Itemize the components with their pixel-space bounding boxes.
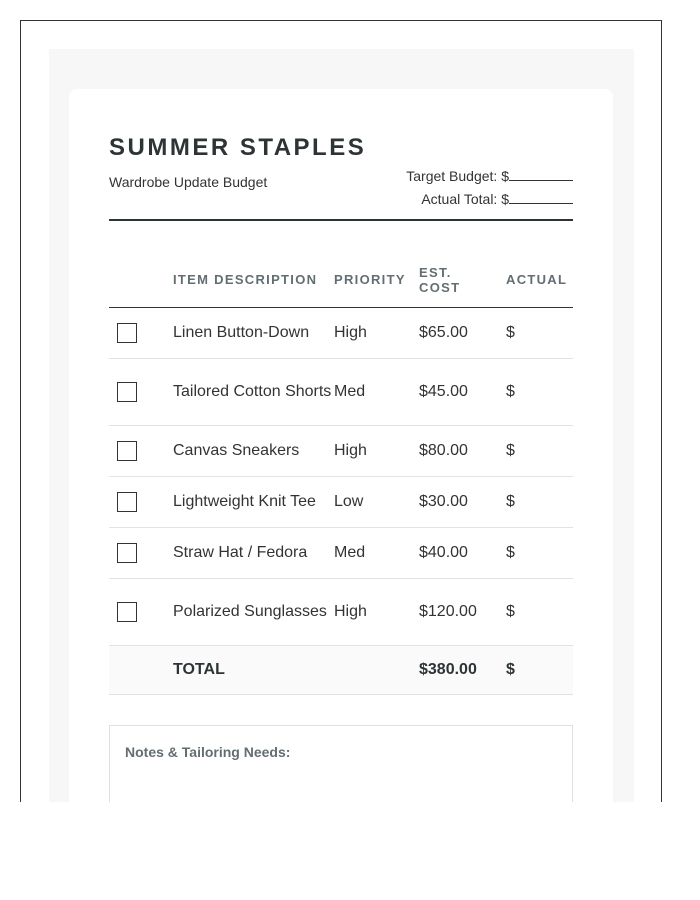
column-header-check xyxy=(109,253,173,307)
item-priority: High xyxy=(334,425,419,476)
table-row xyxy=(109,307,573,358)
actual-total-blank[interactable] xyxy=(509,190,573,204)
total-actual[interactable]: $ xyxy=(506,645,573,694)
item-actual[interactable]: $ xyxy=(506,358,573,425)
item-est-cost: $65.00 xyxy=(419,307,506,358)
actual-total-field[interactable] xyxy=(406,188,573,211)
item-checkbox[interactable] xyxy=(117,492,137,512)
item-priority: Med xyxy=(334,527,419,578)
item-actual[interactable]: $ xyxy=(506,476,573,527)
page-title: SUMMER STAPLES xyxy=(109,134,367,161)
actual-total-label: Actual Total: $ xyxy=(421,191,509,207)
item-priority: High xyxy=(334,578,419,645)
item-checkbox[interactable] xyxy=(117,602,137,622)
table-row xyxy=(109,527,573,578)
total-est-cost: $380.00 xyxy=(419,645,506,694)
item-priority: Low xyxy=(334,476,419,527)
item-est-cost: $80.00 xyxy=(419,425,506,476)
notes-box[interactable] xyxy=(109,725,573,803)
item-priority: Med xyxy=(334,358,419,425)
total-label: TOTAL xyxy=(173,645,334,694)
column-header-priority: PRIORITY xyxy=(334,253,419,307)
table-row xyxy=(109,425,573,476)
page-subtitle: Wardrobe Update Budget xyxy=(109,174,268,190)
item-description: Canvas Sneakers xyxy=(173,425,334,476)
item-checkbox[interactable] xyxy=(117,543,137,563)
page-frame xyxy=(20,20,662,802)
item-est-cost: $120.00 xyxy=(419,578,506,645)
item-description: Lightweight Knit Tee xyxy=(173,476,334,527)
item-actual[interactable]: $ xyxy=(506,578,573,645)
total-row xyxy=(109,645,573,694)
budget-header xyxy=(109,89,573,221)
column-header-est-cost-line2: COST xyxy=(419,279,461,295)
column-header-est-cost xyxy=(419,253,506,307)
target-budget-field[interactable] xyxy=(406,165,573,188)
column-header-description: ITEM DESCRIPTION xyxy=(173,253,334,307)
item-description: Straw Hat / Fedora xyxy=(173,527,334,578)
item-actual[interactable]: $ xyxy=(506,527,573,578)
item-description: Tailored Cotton Shorts xyxy=(173,358,334,425)
item-checkbox[interactable] xyxy=(117,323,137,343)
item-description: Polarized Sunglasses xyxy=(173,578,334,645)
target-budget-label: Target Budget: $ xyxy=(406,168,509,184)
budget-card xyxy=(69,89,613,802)
target-budget-blank[interactable] xyxy=(509,167,573,181)
item-actual[interactable]: $ xyxy=(506,307,573,358)
background-panel xyxy=(49,49,634,802)
item-est-cost: $30.00 xyxy=(419,476,506,527)
item-est-cost: $45.00 xyxy=(419,358,506,425)
table-row xyxy=(109,578,573,645)
table-row xyxy=(109,476,573,527)
budget-summary-fields xyxy=(406,165,573,211)
column-header-actual: ACTUAL xyxy=(506,253,573,307)
budget-table xyxy=(109,253,573,695)
item-priority: High xyxy=(334,307,419,358)
table-header-row xyxy=(109,253,573,307)
table-row xyxy=(109,358,573,425)
item-description: Linen Button-Down xyxy=(173,307,334,358)
column-header-est-cost-line1: EST. xyxy=(419,264,452,280)
notes-label: Notes & Tailoring Needs: xyxy=(125,743,291,760)
item-est-cost: $40.00 xyxy=(419,527,506,578)
item-checkbox[interactable] xyxy=(117,382,137,402)
item-checkbox[interactable] xyxy=(117,441,137,461)
item-actual[interactable]: $ xyxy=(506,425,573,476)
